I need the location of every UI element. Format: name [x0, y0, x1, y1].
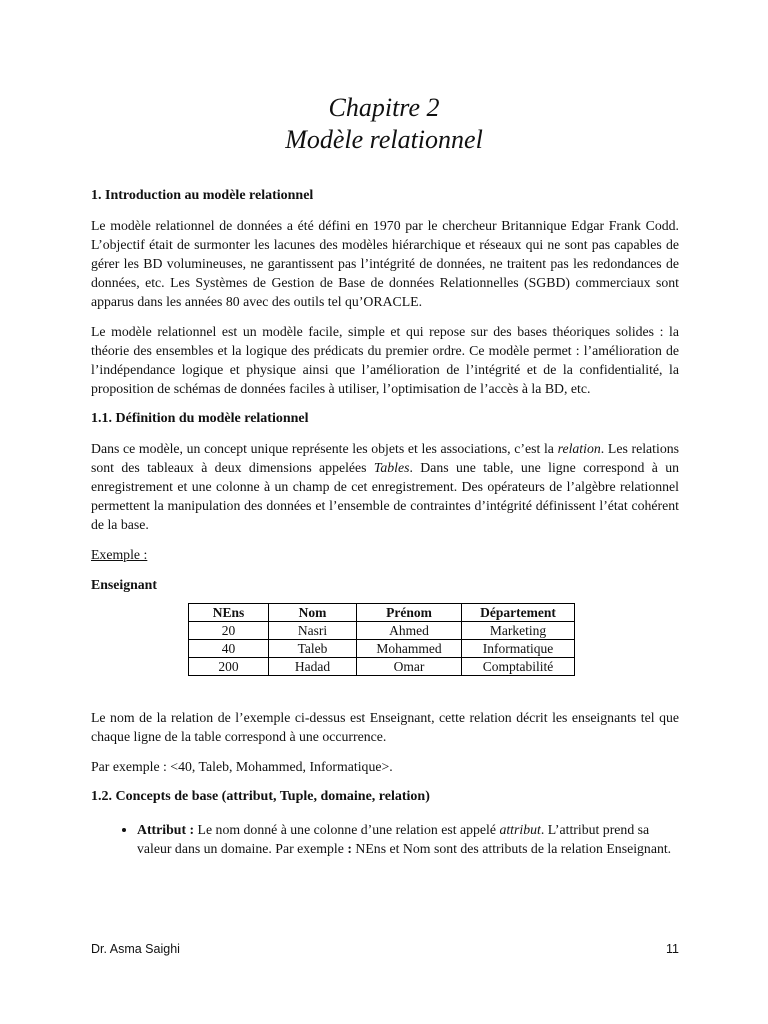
- document-body: [91, 186, 679, 858]
- enseignant-table: [188, 603, 575, 676]
- relation-term: relation: [557, 441, 601, 456]
- table-cell: 40: [189, 640, 269, 658]
- column-header: Nom: [269, 604, 357, 622]
- example-label: Exemple :: [91, 547, 148, 562]
- concepts-list: [91, 820, 679, 858]
- table-row: [189, 658, 575, 676]
- table-cell: Nasri: [269, 622, 357, 640]
- table-cell: Marketing: [462, 622, 575, 640]
- section-1-1-paragraph-3: Par exemple : <40, Taleb, Mohammed, Informatique>.: [91, 759, 393, 774]
- table-cell: Ahmed: [357, 622, 462, 640]
- text-span: . L’attribut prend sa valeur dans un domaine. Par exemple: [137, 822, 650, 856]
- footer-author: Dr. Asma Saighi: [91, 942, 180, 956]
- table-row: [189, 640, 575, 658]
- text-span: Le nom donné à une colonne d’une relation est appelé: [194, 822, 500, 837]
- text-span: . Dans une table, une ligne correspond à un enregistrement et une colonne à un champ de cet enregistrement. Des opérateurs de l’algèbre relationnel permettent la manipulation des données et l’ensemble de contraintes d’intégrité définissent l’état cohérent de la base.: [91, 460, 679, 532]
- column-header: NEns: [189, 604, 269, 622]
- table-cell: Taleb: [269, 640, 357, 658]
- table-cell: 20: [189, 622, 269, 640]
- text-span: Dans ce modèle, un concept unique représente les objets et les associations, c’est la: [91, 441, 558, 456]
- section-1-2-heading: 1.2. Concepts de base (attribut, Tuple, domaine, relation): [91, 789, 430, 804]
- table-row: [189, 622, 575, 640]
- table-header-row: [189, 604, 575, 622]
- table-cell: Mohammed: [357, 640, 462, 658]
- attribut-italic: attribut: [499, 822, 541, 837]
- colon-bold: :: [347, 841, 352, 856]
- section-1-heading: 1. Introduction au modèle relationnel: [91, 188, 314, 203]
- table-cell: Omar: [357, 658, 462, 676]
- text-span: NEns et Nom sont des attributs de la relation Enseignant.: [351, 841, 672, 856]
- table-cell: Comptabilité: [462, 658, 575, 676]
- page-footer: [91, 942, 679, 956]
- attribut-term: Attribut :: [137, 822, 195, 837]
- section-1-1-heading: 1.1. Définition du modèle relationnel: [91, 411, 309, 426]
- table-cell: Informatique: [462, 640, 575, 658]
- column-header: Département: [462, 604, 575, 622]
- list-item: [137, 820, 679, 858]
- text-span: . Les relations sont des tableaux à deux dimensions appelées: [91, 441, 679, 475]
- page-number: 11: [666, 942, 679, 956]
- chapter-title: [0, 92, 768, 156]
- chapter-name: Modèle relationnel: [285, 125, 483, 154]
- chapter-number: Chapitre 2: [328, 93, 440, 122]
- tables-term: Tables: [373, 460, 410, 475]
- section-1-paragraph-1: Le modèle relationnel de données a été défini en 1970 par le chercheur Britannique Edgar Frank Codd. L’objectif était de surmonter les lacunes des modèles hiérarchique et réseaux qui ne sont pas capables de gérer les BD volumineuses, ne garantissent pas l’intégrité de données, ne traitent pas les redondances de données, etc. Les Systèmes de Gestion de Base de données Relationnelles (SGBD) commerciaux sont apparus dans les années 80 avec des outils tel qu’ORACLE.: [91, 218, 679, 309]
- section-1-paragraph-2: Le modèle relationnel est un modèle facile, simple et qui repose sur des bases théoriques solides : la théorie des ensembles et la logique des prédicats du premier ordre. Ce modèle permet : l’amélioration de l’indépendance logique et physique ainsi que l’amélioration de l’intégrité et de la confidentialité, la proposition de schémas de données faciles à utiliser, l’optimisation de l’accès à la BD, etc.: [91, 324, 679, 396]
- table-caption: Enseignant: [91, 577, 157, 592]
- table-cell: Hadad: [269, 658, 357, 676]
- table-cell: 200: [189, 658, 269, 676]
- section-1-1-paragraph-2: Le nom de la relation de l’exemple ci-dessus est Enseignant, cette relation décrit les enseignants tel que chaque ligne de la table correspond à une occurrence.: [91, 710, 679, 744]
- column-header: Prénom: [357, 604, 462, 622]
- section-1-1-paragraph-1: [91, 439, 679, 534]
